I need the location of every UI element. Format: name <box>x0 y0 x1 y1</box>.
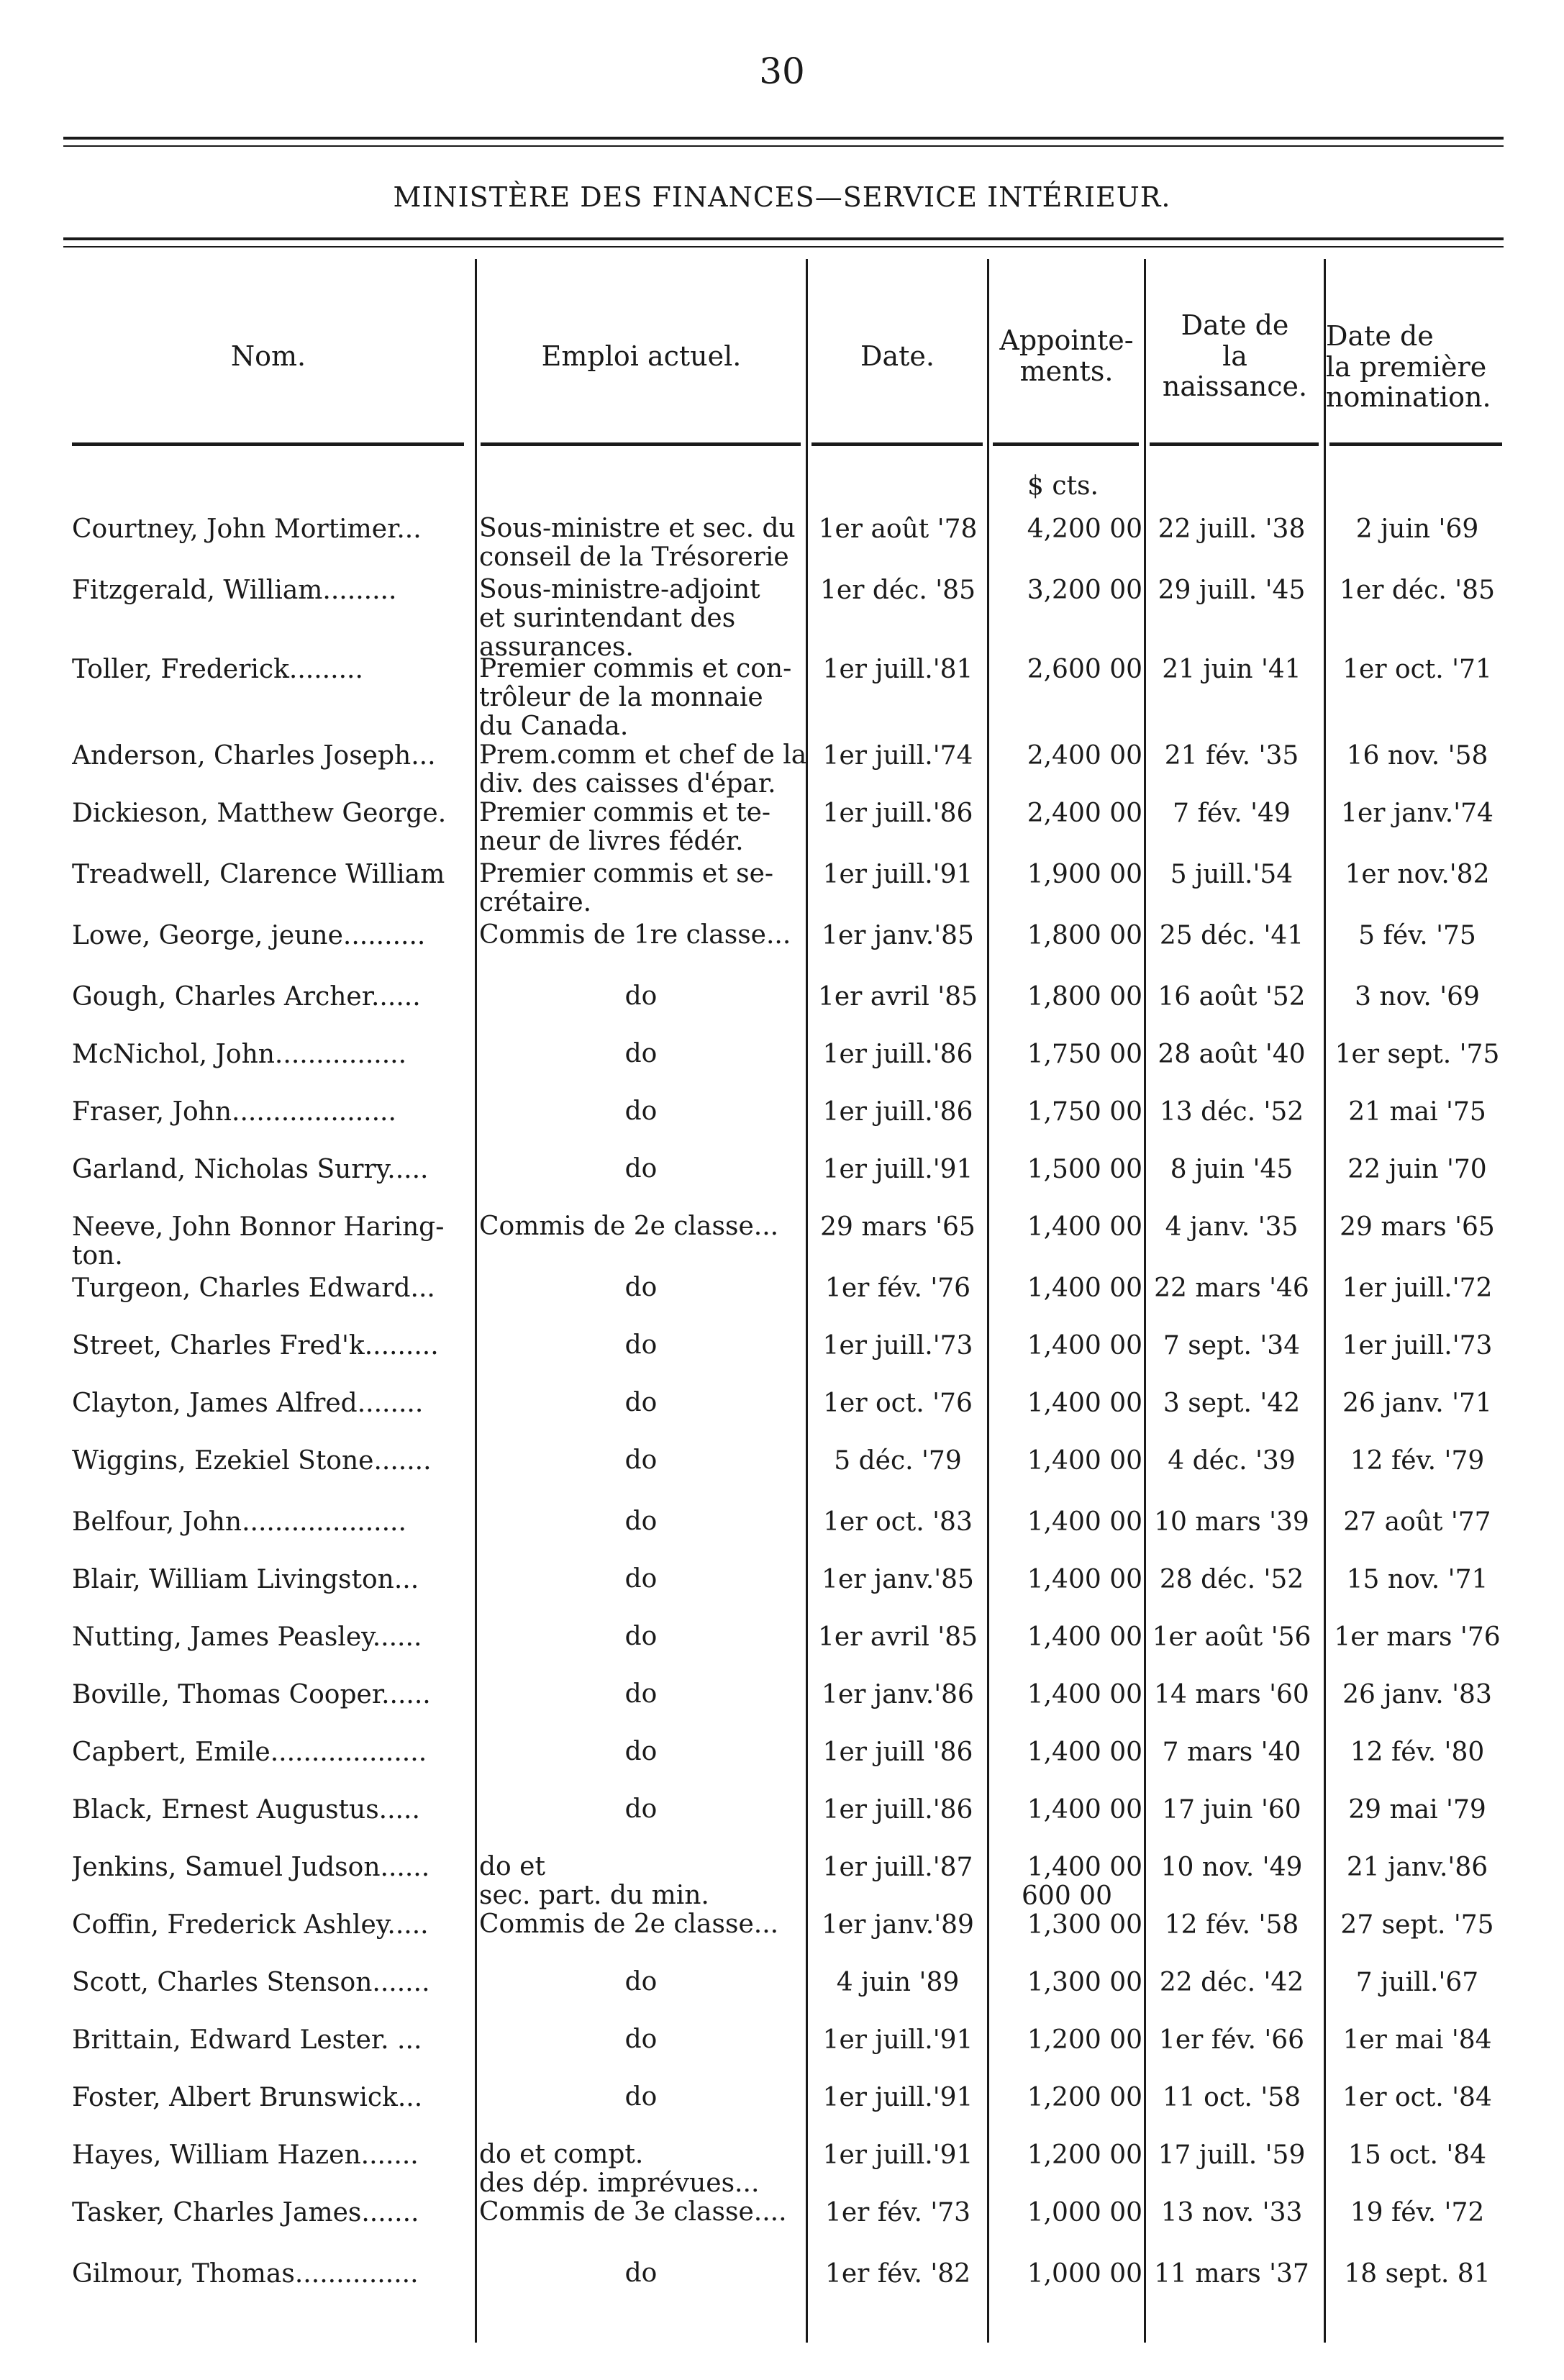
ditto-mark: do <box>624 1507 658 1536</box>
header-date <box>808 299 987 414</box>
cell-date: 1er fév. '82 <box>824 2259 971 2289</box>
cell-naissance: 10 mars '39 <box>1154 1507 1309 1537</box>
ditto-mark: do <box>624 1096 658 1126</box>
cell-appointements: 1,400 00 <box>1027 1738 1142 1767</box>
cell-appointements: 1,200 00 <box>1027 2140 1142 2170</box>
header-emploi <box>477 299 806 414</box>
cell-premiere: 1er oct. '84 <box>1342 2083 1492 2112</box>
cell-naissance: 11 mars '37 <box>1154 2259 1309 2289</box>
cell-nom: Gough, Charles Archer...... <box>72 982 421 1012</box>
cell-nom: Fitzgerald, William......... <box>72 576 397 605</box>
cell-premiere: 27 août '77 <box>1343 1507 1491 1537</box>
table-row <box>0 1507 1564 1565</box>
cell-emploi-line: Commis de 1re classe... <box>479 920 791 950</box>
cell-nom: Brittain, Edward Lester. ... <box>72 2025 422 2055</box>
cell-premiere: 19 fév. '72 <box>1350 2198 1485 2227</box>
header-separator <box>1329 442 1502 446</box>
table-row <box>0 654 1564 741</box>
cell-emploi-line: conseil de la Trésorerie <box>479 542 789 572</box>
table-row <box>0 1738 1564 1795</box>
table-row <box>0 2198 1564 2256</box>
table-row <box>0 1853 1564 1910</box>
cell-emploi-line: neur de livres fédér. <box>479 827 744 856</box>
cell-date: 1er juill.'91 <box>822 1155 973 1184</box>
cell-naissance: 22 juill. '38 <box>1158 514 1306 544</box>
cell-emploi <box>479 2198 803 2227</box>
cell-appointements: 2,400 00 <box>1027 799 1142 828</box>
cell-emploi <box>479 1853 803 1910</box>
cell-emploi-line: des dép. imprévues... <box>479 2168 760 2198</box>
cell-premiere: 1er mai '84 <box>1342 2025 1492 2055</box>
cell-emploi-line: trôleur de la monnaie <box>479 683 763 712</box>
cell-nom: Clayton, James Alfred........ <box>72 1389 424 1418</box>
cell-date: 1er oct. '83 <box>823 1507 973 1537</box>
ditto-mark: do <box>624 1794 658 1824</box>
cell-date: 1er janv.'85 <box>822 921 974 950</box>
table-row <box>0 1273 1564 1331</box>
cell-appointements: 1,800 00 <box>1027 921 1142 950</box>
cell-premiere: 2 juin '69 <box>1355 514 1479 544</box>
cell-date: 4 juin '89 <box>836 1968 960 1997</box>
table-row <box>0 982 1564 1040</box>
table-row <box>0 1097 1564 1155</box>
cell-premiere: 12 fév. '80 <box>1350 1738 1485 1767</box>
table-row <box>0 1446 1564 1504</box>
cell-appointements: 1,400 00 <box>1027 1507 1142 1537</box>
header-separator <box>481 442 801 446</box>
cell-nom: Hayes, William Hazen....... <box>72 2140 419 2170</box>
ditto-mark: do <box>624 1330 658 1360</box>
cell-date: 1er juill.'86 <box>822 1040 973 1069</box>
cell-emploi-line: sec. part. du min. <box>479 1881 709 1910</box>
cell-naissance: 10 nov. '49 <box>1160 1853 1303 1882</box>
cell-emploi-line: crétaire. <box>479 888 592 917</box>
cell-date: 1er juill.'81 <box>822 655 973 684</box>
top-rule-2 <box>63 145 1504 147</box>
cell-naissance: 13 nov. '33 <box>1160 2198 1303 2227</box>
header-nom <box>63 299 473 414</box>
cell-nom: Black, Ernest Augustus..... <box>72 1795 420 1825</box>
cell-date: 1er août '78 <box>818 514 978 544</box>
cell-nom: Scott, Charles Stenson....... <box>72 1968 430 1997</box>
cell-nom: Belfour, John.................... <box>72 1507 406 1537</box>
cell-appointements: 1,400 00 <box>1027 1853 1142 1882</box>
cell-date: 1er avril '85 <box>817 982 978 1012</box>
cell-premiere: 29 mars '65 <box>1340 1212 1495 1242</box>
cell-naissance: 11 oct. '58 <box>1162 2083 1301 2112</box>
header-naissance-line1: Date de <box>1181 309 1289 342</box>
cell-nom: Fraser, John.................... <box>72 1097 396 1127</box>
ditto-mark: do <box>624 1039 658 1068</box>
cell-naissance: 21 juin '41 <box>1162 655 1301 684</box>
cell-premiere: 1er juill.'72 <box>1342 1273 1493 1303</box>
table-row <box>0 2259 1564 2317</box>
header-naissance-line2: la naissance. <box>1162 340 1308 403</box>
cell-emploi-line: Commis de 2e classe... <box>479 1909 779 1939</box>
cell-nom: Wiggins, Ezekiel Stone....... <box>72 1446 432 1476</box>
cell-appointements: 1,400 00 <box>1027 1273 1142 1303</box>
cell-date: 1er juill.'73 <box>822 1331 973 1361</box>
cell-naissance: 13 déc. '52 <box>1159 1097 1304 1127</box>
cell-emploi-line: do et <box>479 1852 545 1881</box>
cell-naissance: 7 mars '40 <box>1162 1738 1301 1767</box>
cell-premiere: 3 nov. '69 <box>1355 982 1480 1012</box>
cell-naissance: 17 juin '60 <box>1162 1795 1301 1825</box>
cell-appointements: 1,200 00 <box>1027 2083 1142 2112</box>
cell-emploi-line: do et compt. <box>479 2140 644 2169</box>
ditto-mark: do <box>624 1967 658 1997</box>
cell-appointements: 1,400 00 <box>1027 1389 1142 1418</box>
cell-naissance: 7 fév. '49 <box>1173 799 1291 828</box>
cell-date: 1er juill.'91 <box>822 2083 973 2112</box>
table-row <box>0 1212 1564 1270</box>
cell-premiere: 26 janv. '83 <box>1342 1680 1492 1709</box>
title-rule-2 <box>63 246 1504 247</box>
cell-appointements: 1,400 00 <box>1027 1795 1142 1825</box>
cell-emploi-line: Commis de 2e classe... <box>479 1212 779 1241</box>
cell-appointements: 1,900 00 <box>1027 860 1142 889</box>
cell-appointements: 1,400 00 <box>1027 1331 1142 1361</box>
cell-premiere: 1er oct. '71 <box>1342 655 1492 684</box>
cell-premiere: 18 sept. 81 <box>1344 2259 1491 2289</box>
table-row <box>0 1040 1564 1097</box>
cell-appointements: 4,200 00 <box>1027 514 1142 544</box>
cell-naissance: 4 déc. '39 <box>1168 1446 1296 1476</box>
cell-appointements: 1,300 00 <box>1027 1910 1142 1940</box>
header-separator <box>993 442 1139 446</box>
header-appointements-line1: Appointe- <box>999 324 1134 357</box>
cell-date: 1er juill.'86 <box>822 1097 973 1127</box>
cell-premiere: 22 juin '70 <box>1347 1155 1487 1184</box>
table-row <box>0 1680 1564 1738</box>
cell-nom: McNichol, John................ <box>72 1040 407 1069</box>
cell-emploi-line: du Canada. <box>479 712 629 741</box>
cell-date: 1er janv.'86 <box>822 1680 974 1709</box>
cell-naissance: 29 juill. '45 <box>1158 576 1306 605</box>
cell-emploi-line: Premier commis et se- <box>479 859 774 889</box>
header-date-label: Date. <box>860 340 935 372</box>
ditto-mark: do <box>624 1564 658 1594</box>
ditto-mark: do <box>624 1273 658 1302</box>
units-label: $ cts. <box>1027 471 1099 501</box>
cell-premiere: 26 janv. '71 <box>1342 1389 1492 1418</box>
cell-date: 1er juill.'91 <box>822 2025 973 2055</box>
cell-date: 1er juill.'86 <box>822 799 973 828</box>
cell-nom: Coffin, Frederick Ashley..... <box>72 1910 429 1940</box>
cell-appointements-line2: 600 00 <box>1022 1881 1112 1911</box>
cell-date: 29 mars '65 <box>820 1212 976 1242</box>
cell-nom: Lowe, George, jeune.......... <box>72 921 426 950</box>
cell-appointements: 1,400 00 <box>1027 1565 1142 1594</box>
table-row <box>0 799 1564 856</box>
table-row <box>0 1565 1564 1622</box>
cell-emploi-line: et surintendant des <box>479 604 736 633</box>
cell-naissance: 12 fév. '58 <box>1164 1910 1299 1940</box>
table-row <box>0 1968 1564 2025</box>
ditto-mark: do <box>624 2082 658 2112</box>
table-row <box>0 2083 1564 2140</box>
cell-naissance: 1er fév. '66 <box>1158 2025 1305 2055</box>
cell-date: 1er juill.'86 <box>822 1795 973 1825</box>
ditto-mark: do <box>624 981 658 1011</box>
cell-appointements: 3,200 00 <box>1027 576 1142 605</box>
cell-premiere: 5 fév. '75 <box>1358 921 1476 950</box>
table-row <box>0 575 1564 662</box>
cell-appointements: 1,300 00 <box>1027 1968 1142 1997</box>
header-separator <box>1150 442 1319 446</box>
cell-naissance: 5 juill.'54 <box>1170 860 1294 889</box>
cell-naissance: 28 déc. '52 <box>1159 1565 1304 1594</box>
cell-date: 1er fév. '76 <box>824 1273 971 1303</box>
cell-naissance: 21 fév. '35 <box>1164 741 1299 771</box>
cell-naissance: 8 juin '45 <box>1170 1155 1294 1184</box>
cell-nom: Courtney, John Mortimer... <box>72 514 422 544</box>
cell-naissance: 16 août '52 <box>1158 982 1306 1012</box>
table-row <box>0 1910 1564 1968</box>
cell-premiere: 1er sept. '75 <box>1335 1040 1500 1069</box>
cell-nom-line2: ton. <box>72 1241 123 1271</box>
cell-nom: Gilmour, Thomas............... <box>72 2259 419 2289</box>
cell-emploi <box>479 2140 803 2198</box>
cell-premiere: 1er déc. '85 <box>1340 576 1495 605</box>
cell-date: 1er juill '86 <box>822 1738 973 1767</box>
cell-premiere: 15 oct. '84 <box>1347 2140 1487 2170</box>
table-row <box>0 741 1564 799</box>
cell-nom: Toller, Frederick......... <box>72 655 363 684</box>
cell-appointements: 1,200 00 <box>1027 2025 1142 2055</box>
cell-premiere: 1er juill.'73 <box>1342 1331 1493 1361</box>
top-rule-1 <box>63 137 1504 140</box>
header-premiere <box>1326 309 1504 424</box>
cell-emploi <box>479 799 803 856</box>
cell-nom: Neeve, John Bonnor Haring- <box>72 1212 445 1242</box>
page-number: 30 <box>759 50 805 92</box>
header-separator <box>72 442 464 446</box>
cell-naissance: 14 mars '60 <box>1154 1680 1309 1709</box>
cell-emploi-line: Prem.comm et chef de la <box>479 740 807 770</box>
cell-date: 1er juill.'74 <box>822 741 973 771</box>
cell-naissance: 4 janv. '35 <box>1165 1212 1299 1242</box>
cell-premiere: 16 nov. '58 <box>1346 741 1488 771</box>
cell-appointements: 1,400 00 <box>1027 1680 1142 1709</box>
cell-appointements: 1,400 00 <box>1027 1622 1142 1652</box>
cell-naissance: 22 déc. '42 <box>1159 1968 1304 1997</box>
cell-date: 1er juill.'91 <box>822 860 973 889</box>
header-premiere-line2: la première <box>1326 350 1487 383</box>
cell-emploi-line: Sous-ministre-adjoint <box>479 575 760 604</box>
header-emploi-label: Emploi actuel. <box>541 340 742 372</box>
cell-date: 1er avril '85 <box>817 1622 978 1652</box>
cell-date: 1er juill.'91 <box>822 2140 973 2170</box>
cell-date: 1er fév. '73 <box>824 2198 971 2227</box>
cell-date: 1er déc. '85 <box>820 576 976 605</box>
ditto-mark: do <box>624 2258 658 2288</box>
cell-emploi-line: Premier commis et con- <box>479 654 792 683</box>
cell-naissance: 22 mars '46 <box>1154 1273 1309 1303</box>
cell-premiere: 7 juill.'67 <box>1355 1968 1479 1997</box>
table-row <box>0 1795 1564 1853</box>
cell-premiere: 1er mars '76 <box>1334 1622 1501 1652</box>
cell-premiere: 27 sept. '75 <box>1340 1910 1494 1940</box>
cell-emploi <box>479 860 803 917</box>
header-nom-label: Nom. <box>230 340 306 372</box>
cell-premiere: 21 mai '75 <box>1348 1097 1486 1127</box>
cell-premiere: 21 janv.'86 <box>1346 1853 1488 1882</box>
cell-emploi <box>479 576 803 662</box>
cell-date: 1er janv.'89 <box>822 1910 974 1940</box>
cell-appointements: 1,000 00 <box>1027 2259 1142 2289</box>
ditto-mark: do <box>624 1622 658 1651</box>
cell-nom: Tasker, Charles James....... <box>72 2198 419 2227</box>
cell-premiere: 1er janv.'74 <box>1341 799 1493 828</box>
cell-appointements: 2,400 00 <box>1027 741 1142 771</box>
cell-premiere: 15 nov. '71 <box>1346 1565 1488 1594</box>
header-separator <box>811 442 983 446</box>
cell-appointements: 1,750 00 <box>1027 1097 1142 1127</box>
table-row <box>0 514 1564 572</box>
cell-appointements: 1,000 00 <box>1027 2198 1142 2227</box>
ditto-mark: do <box>624 1679 658 1709</box>
cell-nom: Jenkins, Samuel Judson...... <box>72 1853 430 1882</box>
cell-emploi-line: assurances. <box>479 632 634 662</box>
cell-nom: Capbert, Emile................... <box>72 1738 427 1767</box>
table-row <box>0 2140 1564 2198</box>
cell-nom: Treadwell, Clarence William <box>72 860 445 889</box>
ditto-mark: do <box>624 1737 658 1766</box>
table-row <box>0 1331 1564 1389</box>
cell-emploi <box>479 1910 803 1939</box>
table-row <box>0 1155 1564 1212</box>
table-row <box>0 860 1564 917</box>
cell-appointements: 2,600 00 <box>1027 655 1142 684</box>
cell-emploi <box>479 1212 803 1241</box>
cell-nom: Boville, Thomas Cooper...... <box>72 1680 431 1709</box>
cell-appointements: 1,400 00 <box>1027 1212 1142 1242</box>
cell-premiere: 12 fév. '79 <box>1350 1446 1485 1476</box>
cell-nom: Street, Charles Fred'k......... <box>72 1331 439 1361</box>
cell-nom: Blair, William Livingston... <box>72 1565 419 1594</box>
cell-nom: Garland, Nicholas Surry..... <box>72 1155 429 1184</box>
header-premiere-line1: Date de <box>1326 320 1434 353</box>
cell-nom: Foster, Albert Brunswick... <box>72 2083 423 2112</box>
title-rule-1 <box>63 237 1504 240</box>
ditto-mark: do <box>624 1445 658 1475</box>
header-appointements <box>989 299 1144 414</box>
table-row <box>0 1389 1564 1446</box>
cell-appointements: 1,400 00 <box>1027 1446 1142 1476</box>
cell-naissance: 28 août '40 <box>1158 1040 1306 1069</box>
cell-naissance: 7 sept. '34 <box>1163 1331 1301 1361</box>
ditto-mark: do <box>624 1154 658 1184</box>
cell-emploi-line: Commis de 3e classe.... <box>479 2197 787 2227</box>
cell-naissance: 1er août '56 <box>1152 1622 1311 1652</box>
cell-emploi-line: Sous-ministre et sec. du <box>479 514 796 543</box>
cell-naissance: 17 juill. '59 <box>1158 2140 1306 2170</box>
header-naissance <box>1146 299 1324 414</box>
cell-emploi-line: div. des caisses d'épar. <box>479 769 776 799</box>
page-title: MINISTÈRE DES FINANCES—SERVICE INTÉRIEUR. <box>393 181 1171 213</box>
cell-naissance: 3 sept. '42 <box>1163 1389 1301 1418</box>
cell-date: 1er oct. '76 <box>823 1389 973 1418</box>
ditto-mark: do <box>624 1388 658 1417</box>
table-row <box>0 921 1564 978</box>
header-appointements-line2: ments. <box>1019 355 1114 387</box>
ditto-mark: do <box>624 2025 658 2054</box>
cell-emploi <box>479 655 803 741</box>
cell-naissance: 25 déc. '41 <box>1159 921 1304 950</box>
cell-premiere: 1er nov.'82 <box>1345 860 1490 889</box>
cell-appointements: 1,500 00 <box>1027 1155 1142 1184</box>
cell-date: 5 déc. '79 <box>834 1446 962 1476</box>
table-row <box>0 1622 1564 1680</box>
cell-date: 1er janv.'85 <box>822 1565 974 1594</box>
cell-nom: Turgeon, Charles Edward... <box>72 1273 435 1303</box>
table-row <box>0 2025 1564 2083</box>
cell-emploi <box>479 921 803 950</box>
cell-nom: Anderson, Charles Joseph... <box>72 741 436 771</box>
cell-nom: Dickieson, Matthew George. <box>72 799 447 828</box>
cell-premiere: 29 mai '79 <box>1348 1795 1486 1825</box>
cell-date: 1er juill.'87 <box>822 1853 973 1882</box>
header-premiere-line3: nomination. <box>1326 381 1491 414</box>
cell-emploi <box>479 740 807 799</box>
cell-nom: Nutting, James Peasley...... <box>72 1622 422 1652</box>
cell-emploi-line: Premier commis et te- <box>479 798 771 827</box>
cell-emploi <box>479 514 803 572</box>
cell-appointements: 1,800 00 <box>1027 982 1142 1012</box>
cell-appointements: 1,750 00 <box>1027 1040 1142 1069</box>
